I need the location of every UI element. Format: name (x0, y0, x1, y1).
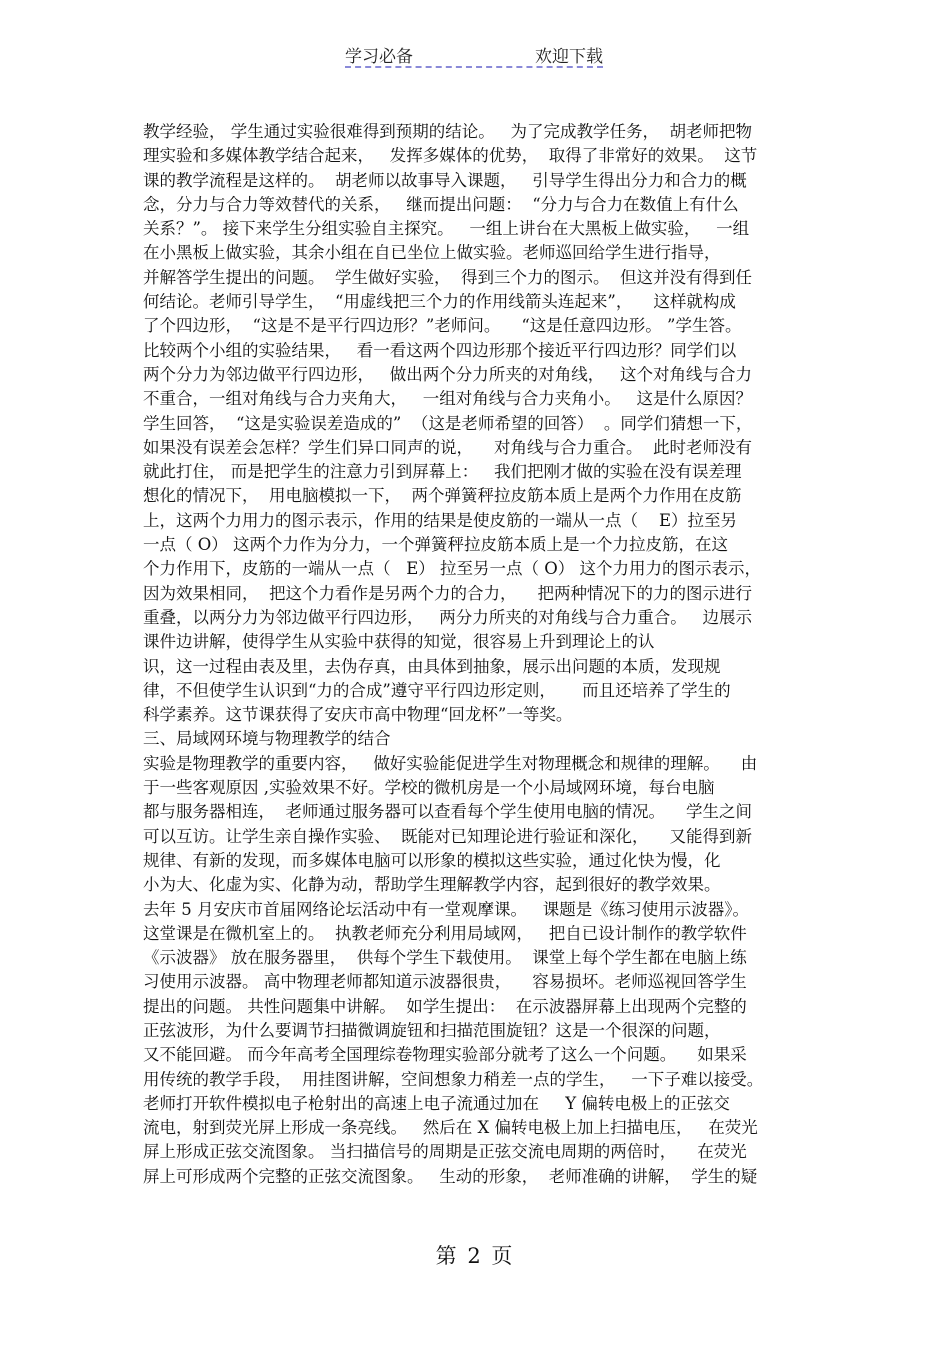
text-line: 比较两个小组的实验结果， 看一看这两个四边形那个接近平行四边形？同学们以 (143, 340, 737, 360)
text-line: 屏上可形成两个完整的正弦交流图象。 生动的形象， 老师准确的讲解， 学生的疑 (143, 1166, 758, 1186)
page-header (345, 40, 603, 68)
text-line: 一点（ O） 这两个力作为分力，一个弹簧秤拉皮筋本质上是一个力拉皮筋，在这 (143, 535, 729, 555)
text-line: 于一些客观原因 ,实验效果不好。学校的微机房是一个小局域网环境，每台电脑 (143, 778, 715, 798)
text-line: 科学素养。这节课获得了安庆市高中物理“回龙杯”一等奖。 (143, 705, 573, 725)
text-line: 又不能回避。 而今年高考全国理综卷物理实验部分就考了这么一个问题。 如果采 (143, 1045, 747, 1065)
text-line: 何结论。老师引导学生， “用虚线把三个力的作用线箭头连起来”， 这样就构成 (143, 292, 736, 312)
text-line: 屏上形成正弦交流图象。 当扫描信号的周期是正弦交流电周期的两倍时， 在荧光 (143, 1142, 747, 1162)
text-line: 提出的问题。 共性问题集中讲解。 如学生提出： 在示波器屏幕上出现两个完整的 (143, 996, 747, 1016)
text-line: 如果没有误差会怎样？学生们异口同声的说， 对角线与合力重合。 此时老师没有 (143, 437, 752, 457)
text-line: 识，这一过程由表及里，去伪存真，由具体到抽象，展示出问题的本质，发现规 (143, 656, 721, 676)
page-number: 第 2 页 (435, 1244, 515, 1268)
text-line: 都与服务器相连， 老师通过服务器可以查看每个学生使用电脑的情况。 学生之间 (143, 802, 752, 822)
text-line: 重叠，以两分力为邻边做平行四边形， 两分力所夹的对角线与合力重合。 边展示 (143, 607, 752, 627)
text-line: 了个四边形， “这是不是平行四边形？”老师问。 “这是任意四边形。 ”学生答。 (143, 316, 742, 336)
text-line: 可以互访。让学生亲自操作实验、 既能对已知理论进行验证和深化， 又能得到新 (143, 826, 752, 846)
text-line: 习使用示波器。 高中物理老师都知道示波器很贵， 容易损坏。老师巡视回答学生 (143, 972, 747, 992)
text-line: 念，分力与合力等效替代的关系， 继而提出问题： “分力与合力在数值上有什么 (143, 194, 739, 214)
text-line: 实验是物理教学的重要内容， 做好实验能促进学生对物理概念和规律的理解。 由 (143, 753, 758, 773)
text-line: 理实验和多媒体教学结合起来， 发挥多媒体的优势， 取得了非常好的效果。 这节 (143, 146, 758, 166)
text-line: 不重合，一组对角线与合力夹角大， 一组对角线与合力夹角小。 这是什么原因？ (143, 389, 752, 409)
text-line: 关系？”。 接下来学生分组实验自主探究。 一组上讲台在大黑板上做实验， 一组 (143, 219, 750, 239)
text-line: 去年 5 月安庆市首届网络论坛活动中有一堂观摩课。 课题是《练习使用示波器》。 (143, 899, 749, 919)
text-line: 学生回答， “这是实验误差造成的” （这是老师希望的回答） 。同学们猜想一下， (143, 413, 753, 433)
text-line: 两个分力为邻边做平行四边形， 做出两个分力所夹的对角线， 这个对角线与合力 (143, 364, 752, 384)
text-line: 流电，射到荧光屏上形成一条亮线。 然后在 X 偏转电极上加上扫描电压， 在荧光 (143, 1118, 758, 1138)
text-line: 因为效果相同， 把这个力看作是另两个力的合力， 把两种情况下的力的图示进行 (143, 583, 752, 603)
text-line: 用传统的教学手段， 用挂图讲解，空间想象力稍差一点的学生， 一下子难以接受。 (143, 1069, 764, 1089)
text-line: 律，不但使学生认识到“力的合成”遵守平行四边形定则， 而且还培养了学生的 (143, 680, 731, 700)
document-body (143, 120, 811, 1189)
text-line: 三、局域网环境与物理教学的结合 (143, 729, 391, 749)
text-line: 小为大、化虚为实、化静为动，帮助学生理解教学内容，起到很好的教学效果。 (143, 875, 721, 895)
text-line: 这堂课是在微机室上的。 执教老师充分利用局域网， 把自已设计制作的教学软件 (143, 923, 747, 943)
text-line: 正弦波形，为什么要调节扫描微调旋钮和扫描范围旋钮？这是一个很深的问题， (143, 1020, 721, 1040)
text-line: 教学经验， 学生通过实验很难得到预期的结论。 为了完成教学任务， 胡老师把物 (143, 122, 752, 141)
text-line: 就此打住， 而是把学生的注意力引到屏幕上： 我们把刚才做的实验在没有误差理 (143, 462, 742, 482)
text-line: 想化的情况下， 用电脑模拟一下， 两个弹簧秤拉皮筋本质上是两个力作用在皮筋 (143, 486, 742, 506)
header-right-text: 欢迎下载 (535, 47, 603, 67)
text-line: 在小黑板上做实验，其余小组在自已坐位上做实验。老师巡回给学生进行指导， (143, 243, 721, 263)
header-left-text: 学习必备 (345, 47, 413, 67)
text-line: 个力作用下，皮筋的一端从一点（ E） 拉至另一点（ O） 这个力用力的图示表示， (143, 559, 762, 579)
text-line: 并解答学生提出的问题。 学生做好实验， 得到三个力的图示。 但这并没有得到任 (143, 267, 752, 287)
text-line: 课件边讲解，使得学生从实验中获得的知觉，很容易上升到理论上的认 (143, 632, 655, 652)
text-line: 规律、有新的发现，而多媒体电脑可以形象的模拟这些实验，通过化快为慢，化 (143, 850, 721, 870)
text-line: 课的教学流程是这样的。 胡老师以故事导入课题， 引导学生得出分力和合力的概 (143, 170, 747, 190)
text-line: 老师打开软件模拟电子枪射出的高速上电子流通过加在 Y 偏转电极上的正弦交 (143, 1093, 730, 1113)
text-line: 上，这两个力用力的图示表示，作用的结果是使皮筋的一端从一点（ E）拉至另 (143, 510, 738, 530)
text-line: 《示波器》 放在服务器里， 供每个学生下载使用。 课堂上每个学生都在电脑上练 (143, 948, 747, 968)
